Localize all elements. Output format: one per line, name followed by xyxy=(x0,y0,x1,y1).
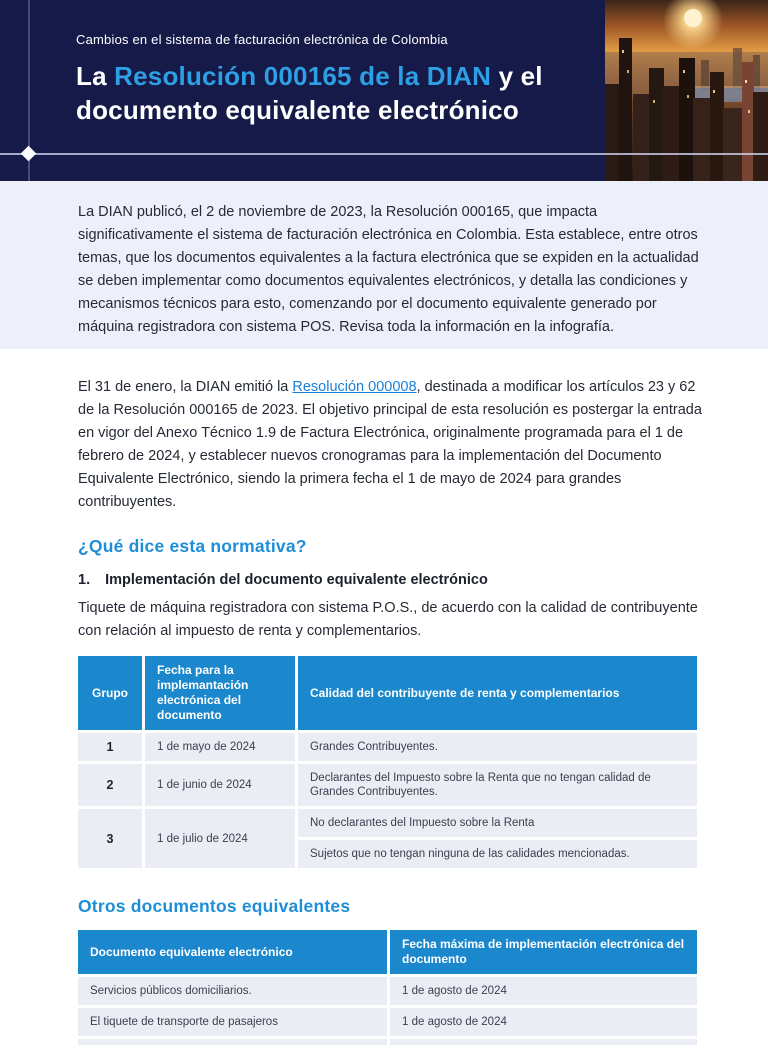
normativa-heading: ¿Qué dice esta normativa? xyxy=(78,536,307,556)
table-row xyxy=(78,977,697,1005)
table-row xyxy=(78,809,697,837)
cell-grupo: 2 xyxy=(78,764,142,806)
header-eyebrow: Cambios en el sistema de facturación electrónica de Colombia xyxy=(76,32,448,47)
col-header-grupo: Grupo xyxy=(78,656,142,730)
cell-calidad: No declarantes del Impuesto sobre la Renta xyxy=(298,809,697,837)
cell-fecha: 1 de agosto de 2024 xyxy=(390,977,697,1005)
cell-calidad: Grandes Contribuyentes. xyxy=(298,733,697,761)
cell-grupo: 3 xyxy=(78,809,142,868)
item-title: Implementación del documento equivalente electrónico xyxy=(105,572,488,588)
title-suffix: y el xyxy=(491,61,543,91)
update-before-link: El 31 de enero, la DIAN emitió la xyxy=(78,379,293,395)
cell-calidad: Sujetos que no tengan ninguna de las calidades mencionadas. xyxy=(298,840,697,868)
cell-calidad: Declarantes del Impuesto sobre la Renta que no tengan calidad de Grandes Contribuyentes. xyxy=(298,764,697,806)
cell-fecha: 1 de agosto de 2024 xyxy=(390,1008,697,1036)
header-banner xyxy=(0,0,768,181)
numbered-item-heading xyxy=(78,572,714,588)
diamond-marker xyxy=(21,146,37,162)
cell-fecha: 1 de mayo de 2024 xyxy=(145,733,295,761)
decorative-horizontal-line xyxy=(0,153,768,155)
cell-grupo: 1 xyxy=(78,733,142,761)
cell-documento: El tiquete de transporte de pasajeros xyxy=(78,1008,387,1036)
main-content xyxy=(0,376,768,1048)
other-documents-table xyxy=(78,927,697,1048)
resolution-000008-link[interactable]: Resolución 000008 xyxy=(292,379,417,395)
col-header-calidad: Calidad del contribuyente de renta y complementarios xyxy=(298,656,697,730)
col-header-fecha: Fecha para la implemantación electrónica del documento xyxy=(145,656,295,730)
col-header-documento: Documento equivalente electrónico xyxy=(78,930,387,974)
item-number: 1. xyxy=(78,572,91,588)
title-highlight: Resolución 000165 de la DIAN xyxy=(114,61,492,91)
update-paragraph xyxy=(78,376,714,514)
table-header-row xyxy=(78,656,697,730)
table-row-clipped xyxy=(78,1039,697,1045)
header-text-block xyxy=(76,32,606,127)
cell-documento: Servicios públicos domiciliarios. xyxy=(78,977,387,1005)
cell-fecha: 1 de julio de 2024 xyxy=(145,809,295,868)
page-title xyxy=(76,59,606,127)
item-description: Tiquete de máquina registradora con sistema P.O.S., de acuerdo con la calidad de contribuyente con relación al impuesto de renta y complementarios. xyxy=(78,600,698,639)
table-header-row xyxy=(78,930,697,974)
table-row xyxy=(78,1008,697,1036)
intro-band xyxy=(0,181,768,349)
col-header-fecha-maxima: Fecha máxima de implementación electrónica del documento xyxy=(390,930,697,974)
table-row xyxy=(78,764,697,806)
intro-paragraph: La DIAN publicó, el 2 de noviembre de 2023, la Resolución 000165, que impacta significativamente el sistema de facturación electrónica en Colombia. Esta establece, entre otros temas, que los documentos equivalentes a la factura electrónica que se expiden en la actualidad se deben implementar como documentos equivalentes electrónicos, y detalla las condiciones y mecanismos técnicos para esto, comenzando por el documento equivalente generado por máquina registradora con sistema POS. Revisa toda la información en la infografía. xyxy=(78,204,699,335)
update-after-link: , destinada a modificar los artículos 23 y 62 de la Resolución 000165 de 2023. El objetivo principal de esta resolución es postergar la entrada en vigor del Anexo Técnico 1.9 de Factura Electrónica, originalmente programada para el 1 de febrero de 2024, y establecer nuevos cronogramas para la implementación del Documento Equivalente Electrónico, siendo la primera fecha el 1 de mayo de 2024 para grandes contribuyentes. xyxy=(78,379,702,510)
cell-fecha: 1 de junio de 2024 xyxy=(145,764,295,806)
otros-heading: Otros documentos equivalentes xyxy=(78,896,351,916)
title-prefix: La xyxy=(76,61,115,91)
title-line2: documento equivalente electrónico xyxy=(76,95,519,125)
table-row xyxy=(78,733,697,761)
groups-table xyxy=(78,653,697,871)
